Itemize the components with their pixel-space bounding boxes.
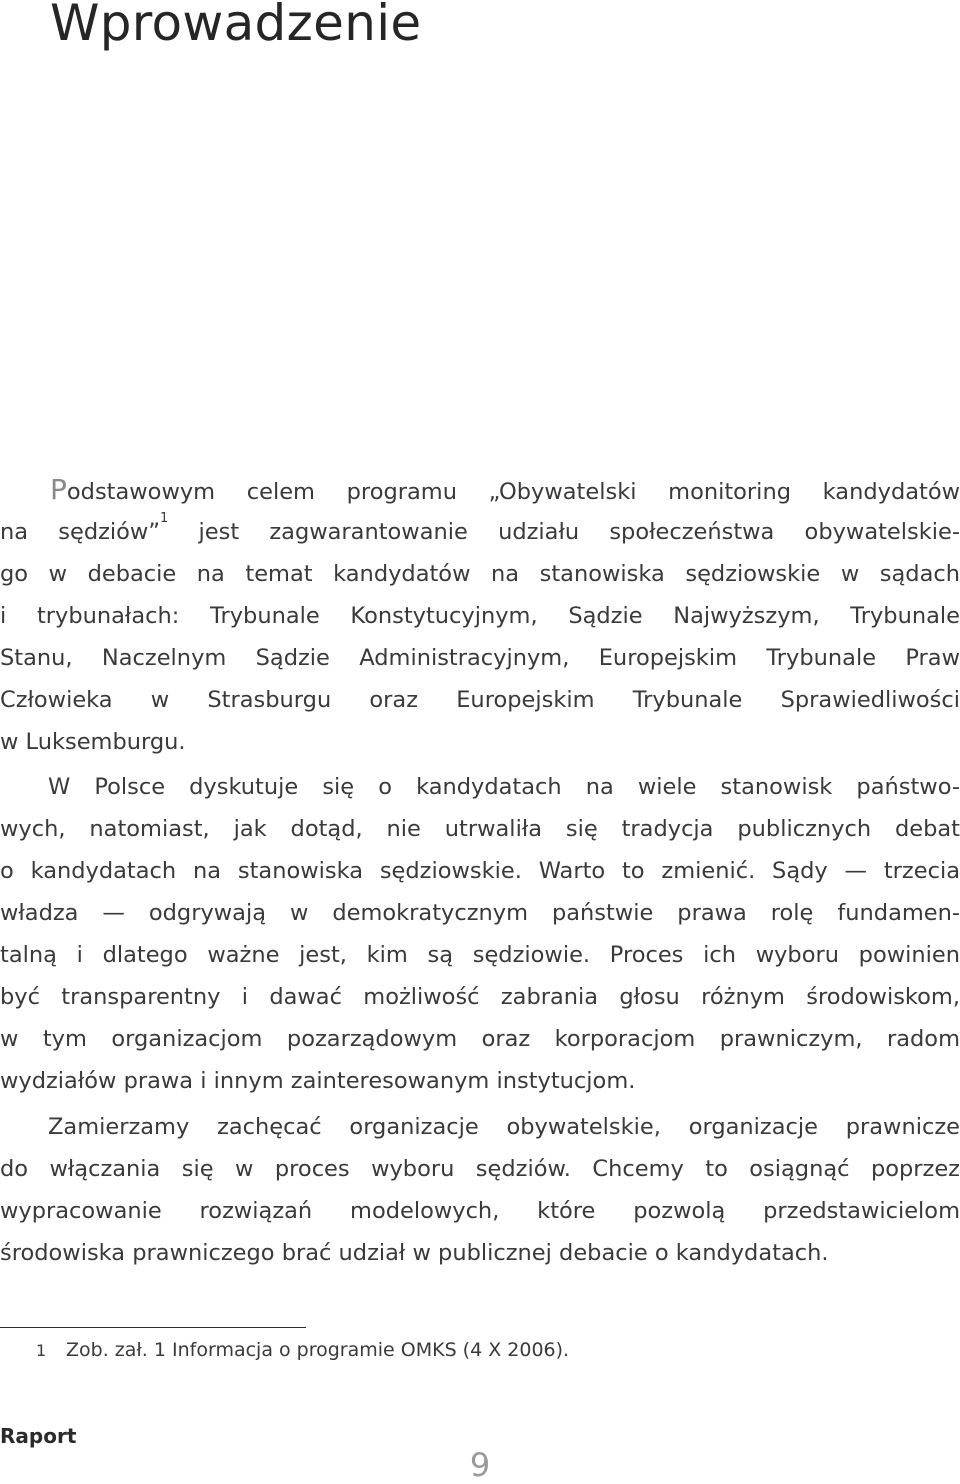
text-line: władza — odgrywają w demokratycznym państwie prawa rolę fundamen- xyxy=(0,892,960,934)
paragraph-1 xyxy=(0,469,960,763)
text-line: wypracowanie rozwiązań modelowych, które pozwolą przedstawicielom xyxy=(0,1190,960,1232)
page-number: 9 xyxy=(460,1446,500,1484)
footnote-text: Zob. zał. 1 Informacja o programie OMKS (4 X 2006). xyxy=(66,1339,569,1361)
text-line: w tym organizacjom pozarządowym oraz korporacjom prawniczym, radom xyxy=(0,1018,960,1060)
text-line-content: jest zagwarantowanie udziału społeczeństwa obywatelskie- xyxy=(199,519,960,545)
page-title: Wprowadzenie xyxy=(50,0,421,52)
text-line xyxy=(0,511,960,553)
paragraph-3 xyxy=(0,1106,960,1274)
text-line: wych, natomiast, jak dotąd, nie utrwaliła się tradycja publicznych debat xyxy=(0,808,960,850)
text-line: środowiska prawniczego brać udział w publicznej debacie o kandydatach. xyxy=(0,1232,960,1274)
footnote-reference: 1 xyxy=(160,511,168,526)
footnote-mark: 1 xyxy=(36,1335,66,1367)
text-line: wydziałów prawa i innym zainteresowanym instytucjom. xyxy=(0,1060,960,1102)
text-line: Zamierzamy zachęcać organizacje obywatelskie, organizacje prawnicze xyxy=(0,1106,960,1148)
text-line: W Polsce dyskutuje się o kandydatach na wiele stanowisk państwo- xyxy=(0,766,960,808)
paragraph-2 xyxy=(0,766,960,1102)
footnote-divider xyxy=(0,1327,306,1328)
text-line: Człowieka w Strasburgu oraz Europejskim Trybunale Sprawiedliwości xyxy=(0,679,960,721)
text-line: być transparentny i dawać możliwość zabrania głosu różnym środowiskom, xyxy=(0,976,960,1018)
text-line xyxy=(0,469,960,511)
running-footer: Raport xyxy=(0,1424,76,1448)
text-line: talną i dlatego ważne jest, kim są sędziowie. Proces ich wyboru powinien xyxy=(0,934,960,976)
text-line: w Luksemburgu. xyxy=(0,721,960,763)
text-line-content: odstawowym celem programu „Obywatelski monitoring kandydatów xyxy=(67,479,960,505)
text-line: o kandydatach na stanowiska sędziowskie. Warto to zmienić. Sądy — trzecia xyxy=(0,850,960,892)
text-line: i trybunałach: Trybunale Konstytucyjnym, Sądzie Najwyższym, Trybunale xyxy=(0,595,960,637)
footnote xyxy=(36,1334,569,1367)
text-line: go w debacie na temat kandydatów na stanowiska sędziowskie w sądach xyxy=(0,553,960,595)
drop-cap: P xyxy=(50,473,67,506)
text-line: do włączania się w proces wyboru sędziów. Chcemy to osiągnąć poprzez xyxy=(0,1148,960,1190)
text-line: Stanu, Naczelnym Sądzie Administracyjnym, Europejskim Trybunale Praw xyxy=(0,637,960,679)
text-line-content: na sędziów” xyxy=(0,519,160,545)
